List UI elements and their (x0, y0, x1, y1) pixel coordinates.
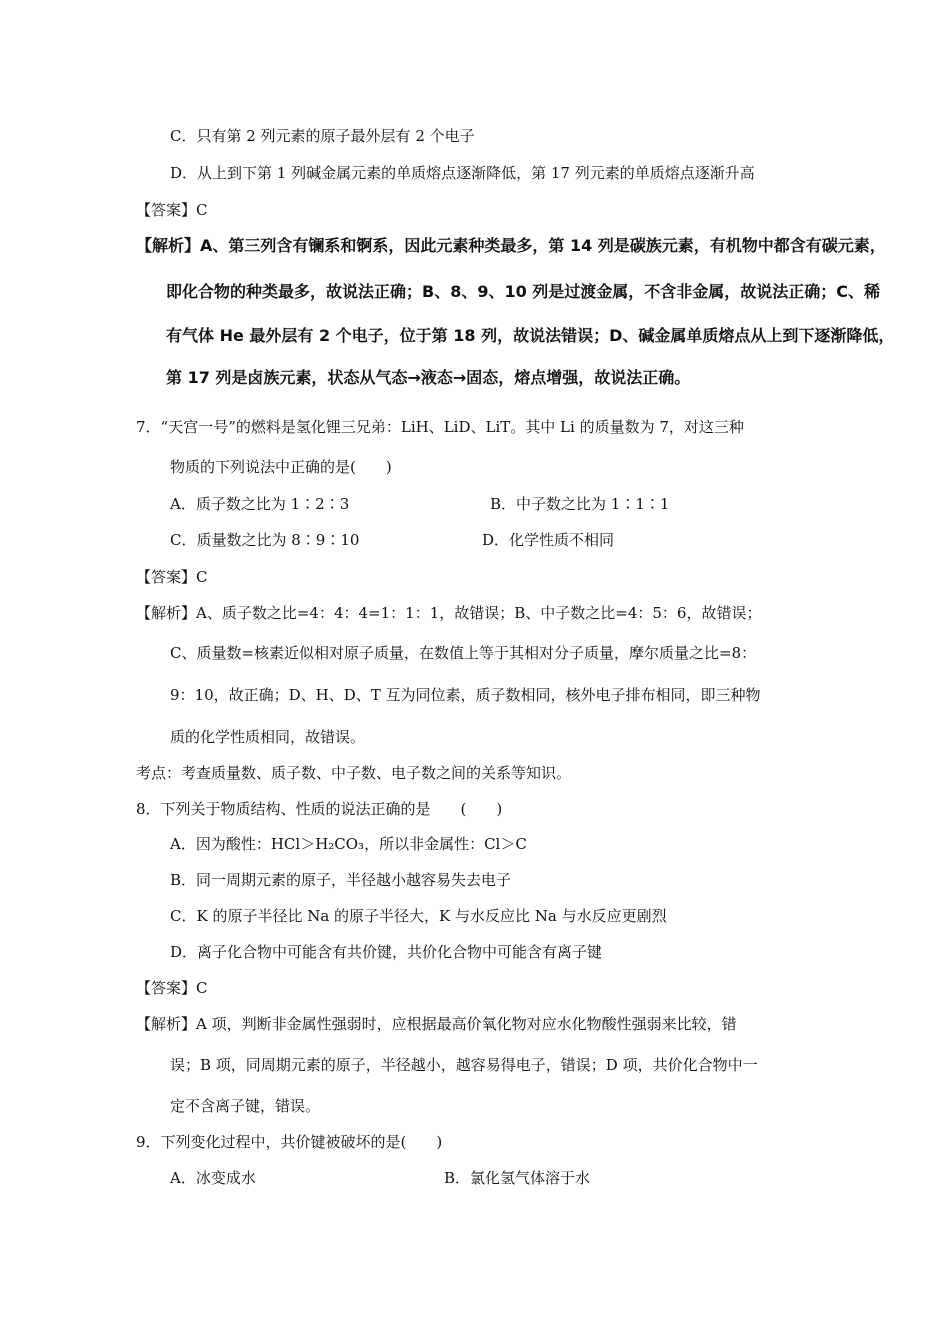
q7-option-b: B．中子数之比为 1∶1∶1 (490, 495, 670, 513)
answer-value: C (196, 568, 208, 586)
q9-option-a: A．冰变成水 (170, 1169, 256, 1187)
q7-analysis-line-2: C、质量数=核素近似相对原子质量，在数值上等于其相对分子质量，摩尔质量之比=8： (170, 644, 757, 662)
answer-value: C (196, 979, 208, 997)
q7-stem-line-2: 物质的下列说法中正确的是( ) (170, 458, 392, 476)
q8-stem: 8．下列关于物质结构、性质的说法正确的是 ( ) (136, 800, 503, 818)
q6-answer (136, 200, 208, 220)
q8-option-b: B．同一周期元素的原子，半径越小越容易失去电子 (170, 871, 512, 889)
q6-analysis-line-3: 有气体 He 最外层有 2 个电子，位于第 18 列，故说法错误；D、碱金属单质熔点从上到下逐渐降低， (166, 326, 895, 345)
q7-option-c: C．质量数之比为 8∶9∶10 (170, 531, 360, 549)
q9-stem: 9．下列变化过程中，共价键被破坏的是( ) (136, 1133, 443, 1151)
answer-label: 【答案】 (136, 568, 197, 586)
q7-answer (136, 567, 208, 587)
analysis-label: 【解析】 (136, 236, 201, 255)
analysis-text: A 项，判断非金属性强弱时，应根据最高价氧化物对应水化物酸性强弱来比较，错 (196, 1015, 737, 1033)
answer-value: C (196, 201, 208, 219)
q8-answer (136, 978, 208, 998)
analysis-text: A、质子数之比=4：4：4=1：1：1，故错误；B、中子数之比=4：5：6，故错误； (196, 604, 762, 622)
q8-analysis-line-1 (136, 1014, 737, 1034)
q8-analysis-line-2: 误；B 项，同周期元素的原子，半径越小，越容易得电子，错误；D 项，共价化合物中一 (170, 1056, 758, 1074)
q6-analysis-line-1 (136, 236, 886, 256)
q8-option-c: C．K 的原子半径比 Na 的原子半径大，K 与水反应比 Na 与水反应更剧烈 (170, 907, 667, 925)
q7-stem-line-1: 7．“天宫一号”的燃料是氢化锂三兄弟：LiH、LiD、LiT。其中 Li 的质量数为 7，对这三种 (136, 418, 744, 436)
q7-analysis-line-4: 质的化学性质相同，故错误。 (170, 728, 366, 746)
q6-analysis-line-2: 即化合物的种类最多，故说法正确；B、8、9、10 列是过渡金属，不含非金属，故说法正确；C、稀 (166, 282, 881, 301)
q6-option-d: D．从上到下第 1 列碱金属元素的单质熔点逐渐降低，第 17 列元素的单质熔点逐渐升高 (170, 164, 755, 182)
answer-label: 【答案】 (136, 979, 197, 997)
q8-option-a: A．因为酸性：HCl＞H₂CO₃，所以非金属性：Cl＞C (170, 835, 527, 853)
q9-option-b: B．氯化氢气体溶于水 (444, 1169, 591, 1187)
analysis-text: A、第三列含有镧系和锕系，因此元素种类最多，第 14 列是碳族元素，有机物中都含有碳元素， (200, 236, 886, 255)
q8-option-d: D．离子化合物中可能含有共价键，共价化合物中可能含有离子键 (170, 943, 603, 961)
q7-option-a: A．质子数之比为 1∶2∶3 (170, 495, 350, 513)
q7-kaodian: 考点：考查质量数、质子数、中子数、电子数之间的关系等知识。 (136, 764, 572, 782)
q8-analysis-line-3: 定不含离子键，错误。 (170, 1097, 321, 1115)
q7-analysis-line-3: 9：10，故正确；D、H、D、T 互为同位素，质子数相同，核外电子排布相同，即三种物 (170, 686, 761, 704)
q6-option-c: C．只有第 2 列元素的原子最外层有 2 个电子 (170, 127, 475, 145)
q6-analysis-line-4: 第 17 列是卤族元素，状态从气态→液态→固态，熔点增强，故说法正确。 (166, 368, 691, 387)
answer-label: 【答案】 (136, 201, 197, 219)
analysis-label: 【解析】 (136, 604, 197, 622)
analysis-label: 【解析】 (136, 1015, 197, 1033)
q7-analysis-line-1 (136, 603, 761, 623)
q7-option-d: D．化学性质不相同 (482, 531, 615, 549)
